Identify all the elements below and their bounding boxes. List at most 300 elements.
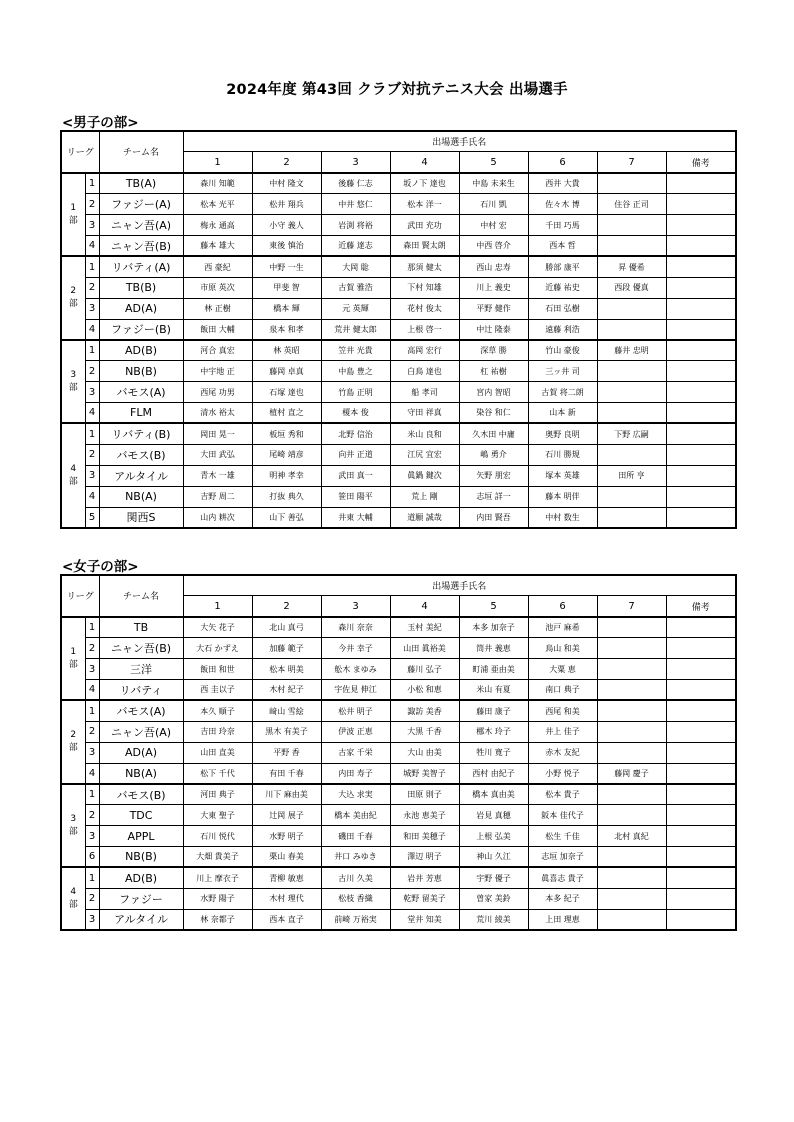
player-name: 内田 寿子 xyxy=(321,763,390,784)
note-cell xyxy=(666,465,736,486)
player-name: 矢野 朋宏 xyxy=(459,465,528,486)
player-name: 平野 健作 xyxy=(459,298,528,319)
team-name: ファジー(B) xyxy=(99,319,183,340)
player-name: 中村 数生 xyxy=(528,507,597,528)
team-number: 4 xyxy=(85,319,99,340)
team-number: 1 xyxy=(85,700,99,721)
player-name: 清水 裕太 xyxy=(183,403,252,424)
player-name: 松本 洋一 xyxy=(390,194,459,215)
player-name: 西尾 功男 xyxy=(183,382,252,403)
player-name xyxy=(597,867,666,888)
player-name: 甲斐 智 xyxy=(252,277,321,298)
player-name: 笹田 陽平 xyxy=(321,486,390,507)
player-name: 中村 隆文 xyxy=(252,173,321,194)
player-name xyxy=(597,507,666,528)
team-name: NB(B) xyxy=(99,847,183,868)
player-name: 今井 幸子 xyxy=(321,638,390,659)
player-name: 曽家 美鈴 xyxy=(459,888,528,909)
player-name: 南口 典子 xyxy=(528,679,597,700)
player-name: 石川 悦代 xyxy=(183,826,252,847)
player-name: 森川 知範 xyxy=(183,173,252,194)
player-name: 山田 直美 xyxy=(183,742,252,763)
team-name: AD(B) xyxy=(99,340,183,361)
note-cell xyxy=(666,423,736,444)
note-cell xyxy=(666,659,736,680)
player-name xyxy=(597,847,666,868)
player-name: 深草 勝 xyxy=(459,340,528,361)
player-name: 松井 明子 xyxy=(321,700,390,721)
league-label xyxy=(61,700,85,784)
note-header: 備考 xyxy=(666,596,736,617)
player-name xyxy=(597,444,666,465)
league-label-char: 2 xyxy=(70,286,77,297)
header-row xyxy=(61,131,736,152)
player-name: 白鳥 達也 xyxy=(390,361,459,382)
player-name: 石田 弘樹 xyxy=(528,298,597,319)
team-number: 2 xyxy=(85,805,99,826)
note-cell xyxy=(666,909,736,930)
team-name: 三洋 xyxy=(99,659,183,680)
player-number-header: 1 xyxy=(183,596,252,617)
player-name: 大畑 貴美子 xyxy=(183,847,252,868)
player-name: 内田 賢吾 xyxy=(459,507,528,528)
player-name: 有田 千春 xyxy=(252,763,321,784)
player-number-header: 2 xyxy=(252,596,321,617)
note-cell xyxy=(666,700,736,721)
player-name: 泉本 和孝 xyxy=(252,319,321,340)
table-row xyxy=(61,465,736,486)
player-name: 久木田 中庸 xyxy=(459,423,528,444)
player-name: 尾崎 靖彦 xyxy=(252,444,321,465)
player-name: 本多 紀子 xyxy=(528,888,597,909)
player-name xyxy=(597,298,666,319)
player-name: 井口 みゆき xyxy=(321,847,390,868)
team-name: NB(B) xyxy=(99,361,183,382)
team-name: APPL xyxy=(99,826,183,847)
team-number: 4 xyxy=(85,403,99,424)
note-cell xyxy=(666,742,736,763)
player-number-header: 5 xyxy=(459,596,528,617)
player-name xyxy=(597,382,666,403)
player-name: 和田 美穂子 xyxy=(390,826,459,847)
table-row xyxy=(61,298,736,319)
player-name: 荒井 健太郎 xyxy=(321,319,390,340)
table-row xyxy=(61,194,736,215)
team-name: AD(A) xyxy=(99,298,183,319)
team-number: 3 xyxy=(85,659,99,680)
table-row xyxy=(61,617,736,638)
player-name: 下野 広嗣 xyxy=(597,423,666,444)
player-number-header: 6 xyxy=(528,152,597,173)
note-cell xyxy=(666,403,736,424)
table-row xyxy=(61,423,736,444)
player-name: 大石 かずえ xyxy=(183,638,252,659)
league-label-char: 3 xyxy=(70,813,77,824)
player-name: 町浦 亜由美 xyxy=(459,659,528,680)
team-number: 2 xyxy=(85,638,99,659)
team-number: 2 xyxy=(85,444,99,465)
league-label-char: 部 xyxy=(68,899,78,910)
player-name: 榎本 俊 xyxy=(321,403,390,424)
player-name: 古賀 雅浩 xyxy=(321,277,390,298)
player-name: 北村 真紀 xyxy=(597,826,666,847)
player-name: 井上 佳子 xyxy=(528,721,597,742)
note-cell xyxy=(666,784,736,805)
player-name: 大東 聖子 xyxy=(183,805,252,826)
player-name: 山内 耕次 xyxy=(183,507,252,528)
note-cell xyxy=(666,638,736,659)
table-row xyxy=(61,507,736,528)
player-name: 佐々木 博 xyxy=(528,194,597,215)
league-label xyxy=(61,867,85,930)
team-number: 2 xyxy=(85,361,99,382)
player-name: 牲川 寛子 xyxy=(459,742,528,763)
note-cell xyxy=(666,507,736,528)
player-name xyxy=(597,700,666,721)
player-number-header: 7 xyxy=(597,152,666,173)
team-name: ニャン吾(A) xyxy=(99,721,183,742)
player-name xyxy=(597,215,666,236)
player-name: 河合 真宏 xyxy=(183,340,252,361)
player-name: 山本 新 xyxy=(528,403,597,424)
player-name: 飯田 和世 xyxy=(183,659,252,680)
player-name: 眞鍋 鍵次 xyxy=(390,465,459,486)
player-name: 大矢 花子 xyxy=(183,617,252,638)
team-number: 6 xyxy=(85,847,99,868)
league-label-char: 3 xyxy=(70,369,77,380)
player-name: 三ッ井 司 xyxy=(528,361,597,382)
team-name: ファジー xyxy=(99,888,183,909)
player-name: 山田 眞裕美 xyxy=(390,638,459,659)
note-header: 備考 xyxy=(666,152,736,173)
player-name: 松井 翔兵 xyxy=(252,194,321,215)
player-name: 宮内 智昭 xyxy=(459,382,528,403)
player-name: 梅永 通高 xyxy=(183,215,252,236)
player-name: 田所 亨 xyxy=(597,465,666,486)
player-name: 道願 誠哉 xyxy=(390,507,459,528)
table-row xyxy=(61,784,736,805)
table-row xyxy=(61,847,736,868)
team-name: FLM xyxy=(99,403,183,424)
player-name: 藤本 明伴 xyxy=(528,486,597,507)
team-number: 3 xyxy=(85,465,99,486)
team-number: 3 xyxy=(85,909,99,930)
league-header: リーグ xyxy=(61,575,99,617)
table-row xyxy=(61,361,736,382)
player-name: 伊波 正恵 xyxy=(321,721,390,742)
player-name: 中村 宏 xyxy=(459,215,528,236)
women-roster-table xyxy=(60,574,737,931)
table-row xyxy=(61,742,736,763)
player-name: 古川 久美 xyxy=(321,867,390,888)
player-name: 玉村 美紀 xyxy=(390,617,459,638)
player-name: 辻岡 展子 xyxy=(252,805,321,826)
player-name: 神山 久江 xyxy=(459,847,528,868)
player-number-header: 3 xyxy=(321,152,390,173)
table-row xyxy=(61,679,736,700)
table-row xyxy=(61,173,736,194)
player-name: 中辻 隆泰 xyxy=(459,319,528,340)
player-name: 吉田 玲奈 xyxy=(183,721,252,742)
player-name: 大込 求実 xyxy=(321,784,390,805)
player-name: 筒井 義恵 xyxy=(459,638,528,659)
player-name: 青柳 敏恵 xyxy=(252,867,321,888)
team-name: バモス(A) xyxy=(99,700,183,721)
team-name: バモス(A) xyxy=(99,382,183,403)
team-number: 3 xyxy=(85,742,99,763)
team-number: 3 xyxy=(85,382,99,403)
player-name: 荒上 剛 xyxy=(390,486,459,507)
team-number: 4 xyxy=(85,679,99,700)
player-name: 田原 則子 xyxy=(390,784,459,805)
player-name: 松本 光平 xyxy=(183,194,252,215)
player-name: 本多 加奈子 xyxy=(459,617,528,638)
team-name: リバティ(A) xyxy=(99,256,183,277)
player-name: 荒川 綾美 xyxy=(459,909,528,930)
note-cell xyxy=(666,867,736,888)
team-header: チーム名 xyxy=(99,575,183,617)
player-name: 松本 明美 xyxy=(252,659,321,680)
men-section-title: <男子の部> xyxy=(62,115,139,131)
team-name: TB xyxy=(99,617,183,638)
player-name: 向井 正道 xyxy=(321,444,390,465)
table-row xyxy=(61,403,736,424)
player-number-header: 1 xyxy=(183,152,252,173)
note-cell xyxy=(666,319,736,340)
table-row xyxy=(61,444,736,465)
team-name: アルタイル xyxy=(99,909,183,930)
player-name: 志垣 加奈子 xyxy=(528,847,597,868)
table-row xyxy=(61,256,736,277)
player-name: 杠 祐樹 xyxy=(459,361,528,382)
player-name: 林 正樹 xyxy=(183,298,252,319)
table-row xyxy=(61,867,736,888)
player-name: 古賀 将二朗 xyxy=(528,382,597,403)
player-name xyxy=(597,638,666,659)
player-name: 勝部 康平 xyxy=(528,256,597,277)
team-number: 1 xyxy=(85,173,99,194)
player-name: 昇 優希 xyxy=(597,256,666,277)
players-header: 出場選手氏名 xyxy=(183,575,736,596)
player-name: 林 英昭 xyxy=(252,340,321,361)
player-name: 飯田 大輔 xyxy=(183,319,252,340)
page-title: 2024年度 第43回 クラブ対抗テニス大会 出場選手 xyxy=(226,82,568,98)
player-name: 江尻 宜宏 xyxy=(390,444,459,465)
player-name: 大岡 聡 xyxy=(321,256,390,277)
player-name: 岩渕 将裕 xyxy=(321,215,390,236)
player-name: 西本 哲 xyxy=(528,235,597,256)
player-name xyxy=(597,742,666,763)
table-row xyxy=(61,888,736,909)
note-cell xyxy=(666,340,736,361)
player-name: 赤木 友紀 xyxy=(528,742,597,763)
player-name: 眞喜志 貴子 xyxy=(528,867,597,888)
player-name: 松枝 香織 xyxy=(321,888,390,909)
team-number: 2 xyxy=(85,721,99,742)
player-name xyxy=(597,361,666,382)
player-name: 那須 健太 xyxy=(390,256,459,277)
player-name: 染谷 和仁 xyxy=(459,403,528,424)
table-row xyxy=(61,721,736,742)
player-number-header: 6 xyxy=(528,596,597,617)
player-name: 板垣 秀和 xyxy=(252,423,321,444)
player-name: 藤岡 慶子 xyxy=(597,763,666,784)
player-name: 中西 啓介 xyxy=(459,235,528,256)
table-row xyxy=(61,659,736,680)
player-name: 上田 理恵 xyxy=(528,909,597,930)
player-name: 高岡 宏行 xyxy=(390,340,459,361)
player-name xyxy=(597,784,666,805)
player-name: 小守 義人 xyxy=(252,215,321,236)
league-label-char: 部 xyxy=(68,659,78,670)
player-name: 井東 大輔 xyxy=(321,507,390,528)
header-row xyxy=(61,575,736,596)
player-name: 石川 凱 xyxy=(459,194,528,215)
player-name xyxy=(597,319,666,340)
player-name: 川上 義史 xyxy=(459,277,528,298)
player-number-header: 7 xyxy=(597,596,666,617)
player-name: 中島 未来生 xyxy=(459,173,528,194)
table-row xyxy=(61,805,736,826)
note-cell xyxy=(666,256,736,277)
player-name: 川上 摩衣子 xyxy=(183,867,252,888)
player-name: 松生 千佳 xyxy=(528,826,597,847)
player-name xyxy=(597,909,666,930)
team-number: 3 xyxy=(85,826,99,847)
league-label xyxy=(61,256,85,340)
player-name: 西村 由紀子 xyxy=(459,763,528,784)
player-name: 塚本 英雄 xyxy=(528,465,597,486)
player-name: 堂井 知美 xyxy=(390,909,459,930)
team-number: 5 xyxy=(85,507,99,528)
player-name: 北山 真弓 xyxy=(252,617,321,638)
player-name: 嶋 勇介 xyxy=(459,444,528,465)
table-row xyxy=(61,277,736,298)
table-row xyxy=(61,382,736,403)
league-label-char: 部 xyxy=(68,299,78,310)
player-name: 市原 英次 xyxy=(183,277,252,298)
player-name: 松本 貴子 xyxy=(528,784,597,805)
note-cell xyxy=(666,805,736,826)
note-cell xyxy=(666,486,736,507)
player-name: 川下 麻由美 xyxy=(252,784,321,805)
player-name: 平野 香 xyxy=(252,742,321,763)
player-name: 西 圭以子 xyxy=(183,679,252,700)
table-row xyxy=(61,486,736,507)
player-name: 木村 理代 xyxy=(252,888,321,909)
player-name: 千田 巧馬 xyxy=(528,215,597,236)
team-name: リバティ xyxy=(99,679,183,700)
league-label-char: 2 xyxy=(70,730,77,741)
player-name: 西段 優真 xyxy=(597,277,666,298)
player-name: 諏訪 美香 xyxy=(390,700,459,721)
table-row xyxy=(61,700,736,721)
player-name: 中野 一生 xyxy=(252,256,321,277)
table-row xyxy=(61,215,736,236)
player-name: 近藤 達志 xyxy=(321,235,390,256)
team-name: ニャン吾(B) xyxy=(99,235,183,256)
player-name: 上根 啓一 xyxy=(390,319,459,340)
player-name: 東後 慎治 xyxy=(252,235,321,256)
player-name: 前崎 万裕実 xyxy=(321,909,390,930)
player-name: 下村 知雄 xyxy=(390,277,459,298)
table-row xyxy=(61,235,736,256)
team-number: 2 xyxy=(85,888,99,909)
player-name: 中井 悠仁 xyxy=(321,194,390,215)
player-name: 北野 信治 xyxy=(321,423,390,444)
table-row xyxy=(61,826,736,847)
note-cell xyxy=(666,235,736,256)
player-name: 西 豪紀 xyxy=(183,256,252,277)
player-name: 石川 勝規 xyxy=(528,444,597,465)
note-cell xyxy=(666,277,736,298)
team-number: 1 xyxy=(85,867,99,888)
player-name: 西本 直子 xyxy=(252,909,321,930)
player-name: 明神 孝幸 xyxy=(252,465,321,486)
player-name: 竹山 豪俊 xyxy=(528,340,597,361)
table-row xyxy=(61,340,736,361)
player-name: 宇野 優子 xyxy=(459,867,528,888)
table-row xyxy=(61,638,736,659)
player-number-header: 3 xyxy=(321,596,390,617)
player-name: 藤岡 卓真 xyxy=(252,361,321,382)
note-cell xyxy=(666,194,736,215)
men-roster-table xyxy=(60,130,737,529)
player-number-header: 2 xyxy=(252,152,321,173)
player-name: 森田 賢太朗 xyxy=(390,235,459,256)
player-name: 水野 陽子 xyxy=(183,888,252,909)
player-name xyxy=(597,235,666,256)
team-name: ファジー(A) xyxy=(99,194,183,215)
player-name: 鳥山 和美 xyxy=(528,638,597,659)
note-cell xyxy=(666,847,736,868)
league-header: リーグ xyxy=(61,131,99,173)
player-name: 橋本 真由美 xyxy=(459,784,528,805)
player-name xyxy=(597,403,666,424)
team-name: 関西S xyxy=(99,507,183,528)
team-name: ニャン吾(A) xyxy=(99,215,183,236)
player-name: 藤井 忠明 xyxy=(597,340,666,361)
player-name: 森川 奈奈 xyxy=(321,617,390,638)
player-name: 水野 明子 xyxy=(252,826,321,847)
table-row xyxy=(61,763,736,784)
player-name: 元 英輝 xyxy=(321,298,390,319)
player-name: 打抜 典久 xyxy=(252,486,321,507)
player-name: 大黒 千香 xyxy=(390,721,459,742)
player-name: 西尾 和美 xyxy=(528,700,597,721)
player-name: 小野 悦子 xyxy=(528,763,597,784)
team-number: 4 xyxy=(85,486,99,507)
player-name: 大田 武弘 xyxy=(183,444,252,465)
player-name: 米山 良和 xyxy=(390,423,459,444)
note-cell xyxy=(666,298,736,319)
team-name: TDC xyxy=(99,805,183,826)
player-name: 藤本 雄大 xyxy=(183,235,252,256)
player-name: 橋本 美由紀 xyxy=(321,805,390,826)
player-name: 舩木 まゆみ xyxy=(321,659,390,680)
player-name: 守田 祥真 xyxy=(390,403,459,424)
player-name: 栗山 春美 xyxy=(252,847,321,868)
player-name: 阪本 佳代子 xyxy=(528,805,597,826)
player-name: 岩井 芳恵 xyxy=(390,867,459,888)
player-name: 青木 一雄 xyxy=(183,465,252,486)
note-cell xyxy=(666,361,736,382)
player-name: 志垣 詳一 xyxy=(459,486,528,507)
team-name: AD(A) xyxy=(99,742,183,763)
player-name: 植村 直之 xyxy=(252,403,321,424)
team-number: 4 xyxy=(85,763,99,784)
team-number: 1 xyxy=(85,784,99,805)
